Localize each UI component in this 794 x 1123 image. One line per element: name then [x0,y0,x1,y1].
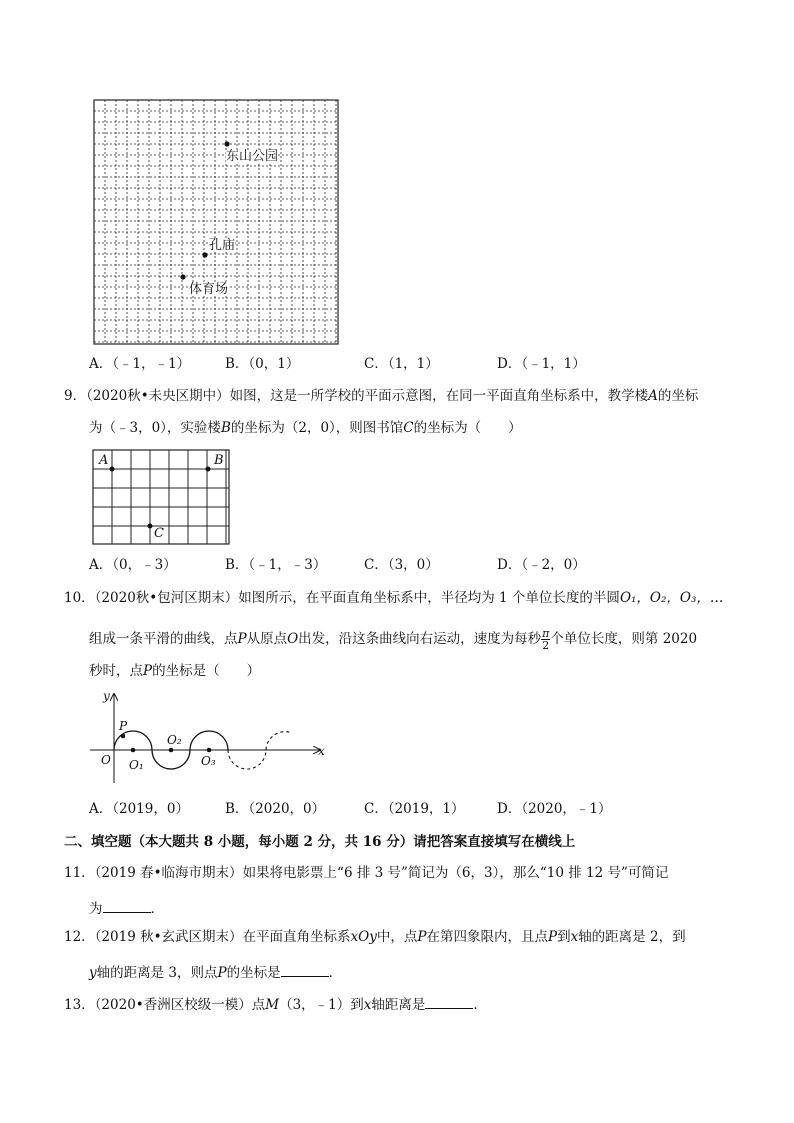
map-label-confucius-temple: 孔庙 [209,238,236,253]
q10-var-p: P [237,631,247,647]
q8-option-b[interactable]: B．（0，1） [225,356,300,372]
q10-option-a[interactable]: A．（2019，0） [89,801,189,817]
figure-label-o: O [101,753,111,767]
q10-text: 如图所示，在平面直角坐标系中，半径均为 1 个单位长度的半圆 [238,590,620,606]
map-label-stadium: 体育场 [189,282,229,297]
q9-var-c: C [403,420,414,436]
figure-label-o3: O₃ [201,754,216,768]
q12-answer-blank[interactable] [281,963,329,977]
figure-label-o1: O₁ [129,758,144,772]
grid-label-c: C [154,526,164,541]
q10-var-o: O [287,631,299,647]
q13-text: （3，﹣1）到 [279,997,364,1013]
q10-option-d[interactable]: D．（2020，﹣1） [497,801,612,817]
q10-source: （2020秋•包河区期末） [94,590,239,606]
q12-text: 在平面直角坐标系 [242,929,351,945]
figure-label-p: P [119,719,128,733]
q13-line-1 [64,995,487,1013]
q10-line-1 [64,592,723,606]
q13-answer-blank[interactable] [425,995,473,1009]
map-grid-figure [93,99,341,347]
q10-circles: O₁，O₂，O₃，… [619,590,724,606]
center-o3 [207,748,212,753]
q11-number: 11． [64,865,95,881]
q10-line-3 [89,665,260,679]
q12-text: 到 [557,929,571,945]
q12-var-x: x [570,929,579,945]
confucius-temple-point [202,252,207,257]
q10-text: 秒时，点 [89,663,143,679]
q9-option-d[interactable]: D．（﹣2，0） [497,557,586,573]
semicircle-curve-figure [86,688,336,788]
q12-var-p: P [547,929,558,945]
q9-option-a[interactable]: A．（0，﹣3） [89,557,177,573]
q11-end: ． [150,901,164,917]
q12-var-p: P [417,929,427,945]
q12-text: 的坐标是 [226,965,281,981]
q10-text: 出发，沿这条曲线向右运动，速度为每秒 [298,631,542,647]
q13-text: 轴距离是 [371,997,426,1013]
q9-number: 9． [64,388,87,404]
q12-text: 轴的距离是 3，则点 [96,965,218,981]
figure-label-o2: O₂ [167,733,182,747]
q13-text: 点 [251,997,266,1013]
q10-text: 个单位长度，则第 2020 [550,631,698,647]
q13-end: ． [473,997,487,1013]
q13-var-x: x [363,997,372,1013]
q11-line-2 [89,899,164,917]
q12-var-p: P [217,965,227,981]
q13-source: （2020•香洲区校级一模） [94,997,252,1013]
q10-text: 从原点 [246,631,288,647]
fraction-denominator: 2 [542,639,550,652]
dongshan-park-point [224,141,229,146]
q9-text: 为（﹣3，0），实验楼 [89,420,221,436]
q10-option-b[interactable]: B．（2020，0） [225,801,326,817]
q11-text: 如果将电影票上“6 排 3 号”简记为（6，3），那么“10 排 12 号”可简记 [242,865,669,881]
center-o1 [131,748,136,753]
center-o2 [169,748,174,753]
q12-text: 轴的距离是 2，到 [578,929,686,945]
q8-option-a[interactable]: A．（﹣1，﹣1） [89,356,191,372]
q10-option-c[interactable]: C．（2019，1） [364,801,465,817]
point-c [148,524,153,529]
q8-option-c[interactable]: C．（1，1） [364,356,439,372]
grid-label-a: A [99,453,109,468]
q10-text: 的坐标是（ ） [152,663,261,679]
figure-label-x: x [318,744,325,758]
q12-text: 在第四象限内，且点 [426,929,548,945]
q11-text: 为 [89,901,103,917]
q12-var-y: y [89,965,97,981]
q12-end: ． [328,965,343,981]
q9-var-a: A [648,388,658,404]
q9-option-b[interactable]: B．（﹣1，﹣3） [225,557,327,573]
q11-source: （2019 春•临海市期末） [94,865,243,881]
q10-line-2 [89,628,697,651]
q13-number: 13． [64,997,95,1013]
q12-line-1 [64,931,686,945]
q9-text: 的坐标为（ ） [413,420,522,436]
q9-text: 的坐标 [657,388,699,404]
q12-number: 12． [64,929,95,945]
q9-var-b: B [220,420,231,436]
point-p [121,734,126,739]
section-2-title: 二、填空题（本大题共 8 小题，每小题 2 分，共 16 分）请把答案直接填写在横线上 [64,834,576,850]
q10-text: 组成一条平滑的曲线，点 [89,631,238,647]
q10-number: 10． [64,590,95,606]
grid-label-b: B [214,453,224,468]
stadium-point [180,274,185,279]
q9-text: 的坐标为（2，0），则图书馆 [230,420,404,436]
q11-answer-blank[interactable] [103,899,151,913]
q9-text: 如图，这是一所学校的平面示意图，在同一平面直角坐标系中，教学楼 [229,388,649,404]
point-a [110,467,115,472]
point-b [206,467,211,472]
q9-option-c[interactable]: C．（3，0） [364,557,439,573]
q8-option-d[interactable]: D．（﹣1，1） [497,356,586,372]
map-label-dongshan-park: 东山公园 [226,149,279,164]
q13-var-m: M [265,997,280,1013]
figure-label-y: y [103,689,110,703]
q12-line-2 [89,963,342,981]
q12-source: （2019 秋•玄武区期末） [94,929,243,945]
fraction-numerator: π [542,627,550,640]
q12-text: 中，点 [376,929,418,945]
q11-line-1 [64,867,668,881]
q10-var-p: P [143,663,153,679]
q12-var-xoy: xOy [350,929,377,945]
q9-source: （2020秋•未央区期中） [86,388,230,404]
q9-line-1 [64,390,698,404]
q9-line-2 [89,422,522,436]
